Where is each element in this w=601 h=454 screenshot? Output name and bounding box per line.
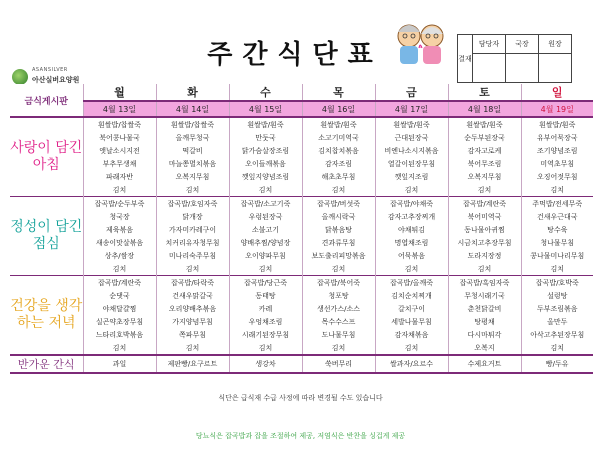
menu-cell: 김치 bbox=[302, 341, 375, 355]
menu-cell: 건새우맑갈국 bbox=[156, 289, 229, 302]
menu-cell: 근대된장국 bbox=[375, 131, 448, 144]
menu-cell: 새송이맛살볶음 bbox=[83, 236, 156, 249]
date-cell: 4월 16일 bbox=[302, 101, 375, 117]
menu-cell: 북어콩나물국 bbox=[83, 131, 156, 144]
menu-cell: 소고기미역국 bbox=[302, 131, 375, 144]
menu-row bbox=[10, 144, 593, 157]
day-header: 월 bbox=[83, 84, 156, 101]
menu-cell: 갈치구이 bbox=[375, 302, 448, 315]
menu-cell: 치커리유자청무침 bbox=[156, 236, 229, 249]
day-header: 일 bbox=[521, 84, 593, 101]
meal-section-label: 사랑이 담긴 아침 bbox=[10, 117, 83, 197]
menu-cell: 견과류무침 bbox=[302, 236, 375, 249]
menu-cell: 파래자반 bbox=[83, 170, 156, 183]
menu-cell: 유부어묵장국 bbox=[521, 131, 593, 144]
day-header: 금 bbox=[375, 84, 448, 101]
date-cell: 4월 17일 bbox=[375, 101, 448, 117]
menu-cell: 흰쌀밥/흰죽 bbox=[521, 117, 593, 131]
menu-cell: 소불고기 bbox=[229, 223, 302, 236]
menu-cell: 흰쌀밥/찹쌀죽 bbox=[156, 117, 229, 131]
menu-cell: 건새우근대국 bbox=[521, 210, 593, 223]
menu-cell: 올깨시락국 bbox=[302, 210, 375, 223]
logo-mark-icon bbox=[12, 69, 28, 85]
menu-row bbox=[10, 289, 593, 302]
menu-cell: 마늘쫑멸치볶음 bbox=[156, 157, 229, 170]
menu-cell: 시래기된장무침 bbox=[229, 328, 302, 341]
meal-section-label: 건강을 생각하는 저녁 bbox=[10, 276, 83, 356]
menu-cell: 야채튀김 bbox=[375, 223, 448, 236]
menu-cell: 상추/쌈장 bbox=[83, 249, 156, 262]
menu-cell: 앳날소시지전 bbox=[83, 144, 156, 157]
menu-cell: 오복지무침 bbox=[156, 170, 229, 183]
menu-row bbox=[10, 249, 593, 262]
menu-cell: 도라지장정 bbox=[448, 249, 521, 262]
menu-cell: 제육볶음 bbox=[83, 223, 156, 236]
menu-cell: 오이들깨볶음 bbox=[229, 157, 302, 170]
menu-cell: 닭가슴살장조림 bbox=[229, 144, 302, 157]
menu-cell: 잡곡밥/흑임자죽 bbox=[448, 276, 521, 290]
menu-cell: 가지양념무침 bbox=[156, 315, 229, 328]
menu-cell: 실곤약초장무침 bbox=[83, 315, 156, 328]
menu-cell: 감자채볶음 bbox=[375, 328, 448, 341]
menu-cell: 쪽파무침 bbox=[156, 328, 229, 341]
menu-cell: 김치 bbox=[229, 183, 302, 197]
menu-cell: 잡곡밥/호임자죽 bbox=[156, 197, 229, 211]
menu-cell: 순댓국 bbox=[83, 289, 156, 302]
menu-cell: 김치 bbox=[375, 262, 448, 276]
day-header: 토 bbox=[448, 84, 521, 101]
menu-cell: 깻잎지조림 bbox=[375, 170, 448, 183]
menu-cell: 감자고로케 bbox=[448, 144, 521, 157]
date-cell: 4월 19일 bbox=[521, 101, 593, 117]
menu-row bbox=[10, 157, 593, 170]
approval-sign-box[interactable] bbox=[539, 54, 572, 83]
diet-footer-note: 당뇨식은 잡곡밥과 잡을 조절하여 제공, 저염식은 반찬을 싱겁게 제공 bbox=[195, 432, 406, 440]
menu-cell: 잡곡밥/올깨죽 bbox=[375, 276, 448, 290]
menu-row bbox=[10, 262, 593, 276]
menu-cell: 청포탕 bbox=[302, 289, 375, 302]
date-cell: 4월 18일 bbox=[448, 101, 521, 117]
menu-cell: 김치순치찌개 bbox=[375, 289, 448, 302]
menu-cell: 설렁탕 bbox=[521, 289, 593, 302]
menu-cell: 북어무조림 bbox=[448, 157, 521, 170]
menu-cell: 해초초무침 bbox=[302, 170, 375, 183]
menu-cell: 김치 bbox=[521, 341, 593, 355]
approval-role: 국장 bbox=[506, 35, 539, 54]
menu-cell: 감자조림 bbox=[302, 157, 375, 170]
approval-side-label: 결재 bbox=[458, 35, 473, 83]
snack-item: 쑥버무리 bbox=[302, 355, 375, 373]
approval-role: 원장 bbox=[539, 35, 572, 54]
menu-cell: 흰쌀밥/흰죽 bbox=[302, 117, 375, 131]
menu-cell: 닭볶음탕 bbox=[302, 223, 375, 236]
menu-cell: 김치 bbox=[375, 341, 448, 355]
menu-cell: 잡곡밥/계란죽 bbox=[448, 197, 521, 211]
menu-cell: 탕수육 bbox=[521, 223, 593, 236]
approval-role: 담당자 bbox=[473, 35, 506, 54]
menu-row bbox=[10, 341, 593, 355]
menu-row bbox=[10, 131, 593, 144]
menu-cell: 흰쌀밥/흰죽 bbox=[375, 117, 448, 131]
menu-cell: 김치 bbox=[448, 183, 521, 197]
day-header: 수 bbox=[229, 84, 302, 101]
menu-cell: 김치 bbox=[156, 183, 229, 197]
menu-cell: 흰쌀밥/흰죽 bbox=[229, 117, 302, 131]
menu-cell: 김치 bbox=[521, 183, 593, 197]
snack-item: 제판빵/요구르트 bbox=[156, 355, 229, 373]
menu-cell: 김치 bbox=[83, 183, 156, 197]
menu-cell: 청국장 bbox=[83, 210, 156, 223]
day-header: 화 bbox=[156, 84, 229, 101]
menu-row bbox=[10, 236, 593, 249]
menu-board-label: 금식게시판 bbox=[10, 84, 83, 117]
menu-cell: 가자미카레구이 bbox=[156, 223, 229, 236]
menu-cell: 열갈이된장무침 bbox=[375, 157, 448, 170]
snack-item: 빵/두유 bbox=[521, 355, 593, 373]
snack-item: 과일 bbox=[83, 355, 156, 373]
menu-cell: 김치 bbox=[229, 341, 302, 355]
snack-item: 생강차 bbox=[229, 355, 302, 373]
day-header: 목 bbox=[302, 84, 375, 101]
approval-sign-box[interactable] bbox=[506, 54, 539, 83]
menu-cell: 잡곡밥/계란죽 bbox=[83, 276, 156, 290]
meal-section-label: 정성이 담긴 점심 bbox=[10, 197, 83, 276]
approval-sign-box[interactable] bbox=[473, 54, 506, 83]
snack-item: 쌀과자/요르수 bbox=[375, 355, 448, 373]
menu-cell: 느타리호박볶음 bbox=[83, 328, 156, 341]
menu-cell: 콩나물미나리무침 bbox=[521, 249, 593, 262]
menu-cell: 떡갈비 bbox=[156, 144, 229, 157]
menu-cell: 김치 bbox=[156, 262, 229, 276]
menu-cell: 흰쌀밥/흰죽 bbox=[448, 117, 521, 131]
page-title: 주간식단표 bbox=[207, 40, 383, 70]
menu-cell: 우렁된장국 bbox=[229, 210, 302, 223]
menu-cell: 깻잎지양념조림 bbox=[229, 170, 302, 183]
menu-cell: 시금치고추장무침 bbox=[448, 236, 521, 249]
menu-cell: 야채달걀찜 bbox=[83, 302, 156, 315]
menu-cell: 오징어젓무침 bbox=[521, 170, 593, 183]
menu-cell: 김치 bbox=[375, 183, 448, 197]
menu-cell: 탕평채 bbox=[448, 315, 521, 328]
menu-cell: 명엽채조림 bbox=[375, 236, 448, 249]
menu-row bbox=[10, 223, 593, 236]
snack-label: 반가운 간식 bbox=[10, 355, 83, 373]
menu-cell: 김치 bbox=[156, 341, 229, 355]
menu-cell: 오이양파무침 bbox=[229, 249, 302, 262]
menu-cell: 김치 bbox=[448, 262, 521, 276]
menu-cell: 오복지무침 bbox=[448, 170, 521, 183]
menu-row bbox=[10, 183, 593, 197]
menu-row bbox=[10, 302, 593, 315]
menu-cell: 아삭고추된장무침 bbox=[521, 328, 593, 341]
menu-cell: 순두부된장국 bbox=[448, 131, 521, 144]
menu-cell: 오복지 bbox=[448, 341, 521, 355]
date-cell: 4월 15일 bbox=[229, 101, 302, 117]
menu-cell: 미나리숙주무침 bbox=[156, 249, 229, 262]
approval-box bbox=[457, 34, 572, 83]
menu-cell: 생선가스/소스 bbox=[302, 302, 375, 315]
menu-cell: 김치 bbox=[302, 262, 375, 276]
menu-row bbox=[10, 170, 593, 183]
menu-cell: 김치 bbox=[83, 262, 156, 276]
menu-row bbox=[10, 328, 593, 341]
menu-cell: 오리양배추볶음 bbox=[156, 302, 229, 315]
menu-cell: 두부조림볶음 bbox=[521, 302, 593, 315]
menu-row bbox=[10, 276, 593, 290]
logo-text-ko: 아산실버요양원 bbox=[32, 76, 80, 84]
menu-cell: 김치 bbox=[302, 183, 375, 197]
menu-cell: 다시마튀각 bbox=[448, 328, 521, 341]
menu-row bbox=[10, 117, 593, 131]
menu-cell: 무청시래기국 bbox=[448, 289, 521, 302]
menu-cell: 주먹밥/전세무죽 bbox=[521, 197, 593, 211]
menu-cell: 흰쌀밥/찹쌀죽 bbox=[83, 117, 156, 131]
menu-cell: 김치찹치볶음 bbox=[302, 144, 375, 157]
menu-cell: 비엔나소시지볶음 bbox=[375, 144, 448, 157]
change-notice: 식단은 급식재 수급 사정에 따라 변경될 수도 있습니다 bbox=[218, 394, 383, 402]
menu-cell: 잡곡밥/소고기죽 bbox=[229, 197, 302, 211]
menu-row bbox=[10, 315, 593, 328]
menu-cell: 만둣국 bbox=[229, 131, 302, 144]
menu-cell: 잡곡밥/순두부죽 bbox=[83, 197, 156, 211]
menu-cell: 양배추찜/양념장 bbox=[229, 236, 302, 249]
menu-cell: 김치 bbox=[83, 341, 156, 355]
weekly-menu-table bbox=[10, 84, 593, 374]
menu-cell: 춘천닭갈비 bbox=[448, 302, 521, 315]
menu-cell: 잡곡밥/북어죽 bbox=[302, 276, 375, 290]
menu-cell: 닭개장 bbox=[156, 210, 229, 223]
date-cell: 4월 14일 bbox=[156, 101, 229, 117]
menu-cell: 잡곡밥/호박죽 bbox=[521, 276, 593, 290]
menu-cell: 동태탕 bbox=[229, 289, 302, 302]
menu-cell: 잡곡밥/버섯죽 bbox=[302, 197, 375, 211]
snack-item: 수제요거트 bbox=[448, 355, 521, 373]
menu-cell: 미역초무침 bbox=[521, 157, 593, 170]
menu-cell: 올깨무청국 bbox=[156, 131, 229, 144]
menu-row bbox=[10, 197, 593, 211]
menu-cell: 세발나물무침 bbox=[375, 315, 448, 328]
menu-cell: 김치 bbox=[521, 262, 593, 276]
menu-cell: 조기양념조림 bbox=[521, 144, 593, 157]
menu-cell: 청나물무침 bbox=[521, 236, 593, 249]
menu-cell: 도나물무침 bbox=[302, 328, 375, 341]
date-cell: 4월 13일 bbox=[83, 101, 156, 117]
menu-cell: 잡곡밥/당근죽 bbox=[229, 276, 302, 290]
menu-sections bbox=[10, 117, 593, 355]
menu-row bbox=[10, 210, 593, 223]
menu-cell: 잡곡밥/타락죽 bbox=[156, 276, 229, 290]
elderly-couple-illustration-icon bbox=[392, 18, 450, 68]
menu-cell: 북어미역국 bbox=[448, 210, 521, 223]
menu-cell: 카레 bbox=[229, 302, 302, 315]
menu-cell: 부추무생채 bbox=[83, 157, 156, 170]
menu-cell: 올만두 bbox=[521, 315, 593, 328]
menu-cell: 잡곡밥/야채죽 bbox=[375, 197, 448, 211]
menu-cell: 어묵볶음 bbox=[375, 249, 448, 262]
menu-cell: 김치 bbox=[229, 262, 302, 276]
menu-cell: 목수수스프 bbox=[302, 315, 375, 328]
menu-cell: 보도출리피망볶음 bbox=[302, 249, 375, 262]
logo-text-en: ASANSILVER bbox=[32, 67, 68, 73]
menu-cell: 우엉채조림 bbox=[229, 315, 302, 328]
menu-cell: 동나물아귀찜 bbox=[448, 223, 521, 236]
menu-cell: 감자고추장찌개 bbox=[375, 210, 448, 223]
